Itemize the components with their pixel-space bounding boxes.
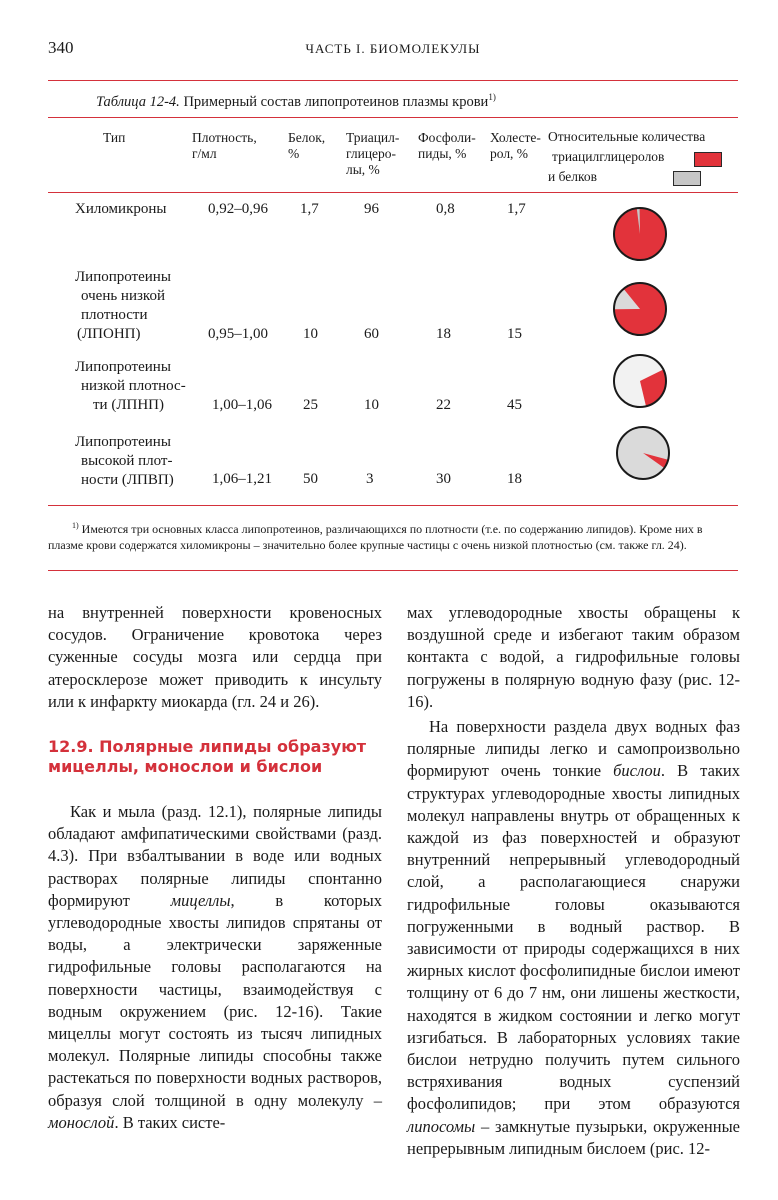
cell-cholesterol: 45 — [507, 397, 522, 413]
pie-group — [614, 355, 666, 407]
table-bottom-rule — [48, 505, 738, 506]
col-head-cholesterol: Холесте- рол, % — [490, 130, 541, 161]
pie-group — [614, 208, 666, 260]
pie-group — [614, 283, 666, 335]
col-head-type: Тип — [103, 130, 126, 145]
table-footnote — [48, 518, 738, 553]
cell-phospholipids: 0,8 — [436, 201, 455, 217]
cell-density: 1,06–1,21 — [212, 471, 272, 487]
paragraph: мах углеводородные хвосты обращены к воздушной среде и избегают таким образом контакта с водой, а гидрофильные головы погружены в полярную водную фазу (рис. 12-16). — [407, 603, 740, 711]
row-name-ldl: Липопротеины низкой плотнос- ти (ЛПНП) — [75, 359, 186, 413]
header-rule — [48, 117, 738, 118]
footnote-text: Имеются три основных класса липопротеинов, различающихся по плотности (т.е. по содержанию липидов). Кроме них в плазме крови содержатся хиломикроны – значительно более крупные частицы с очень низкой плотностью (см. также гл. 24). — [48, 522, 703, 552]
legend-protein-swatch — [673, 171, 701, 186]
cell-triacylglycerols: 10 — [364, 397, 379, 413]
header-bottom-rule — [48, 192, 738, 193]
running-head: ЧАСТЬ I. БИОМОЛЕКУЛЫ — [305, 41, 481, 56]
paragraph: Как и мыла (разд. 12.1), полярные липиды обладают амфипатическими свойствами (разд. 4.3). При взбалтывании в воде или водных растворах полярные липиды спонтанно формируют мицеллы, в которых углеводородные хвосты липидов спрятаны от воды, а электрически заряженные гидрофильные головы располагаются на поверхности частицы, взаимодействуя с водным окружением (рис. 12-16). Такие мицеллы могут состоять из тысяч липидных молекул. Полярные липиды способны также растекаться по поверхности водных растворов, образуя слой толщиной в одну молекулу – монослой. В таких систе- — [48, 802, 382, 1132]
cell-protein: 10 — [303, 326, 318, 342]
left-column — [48, 602, 382, 1134]
cell-protein: 1,7 — [300, 201, 319, 217]
col-head-triacylglycerols: Триацил- глицеро- лы, % — [346, 130, 400, 177]
row-name-chylomicrons: Хиломикроны — [75, 201, 167, 217]
pie-group — [617, 427, 669, 479]
cell-cholesterol: 18 — [507, 471, 522, 487]
cell-cholesterol: 1,7 — [507, 201, 526, 217]
cell-density: 0,92–0,96 — [208, 201, 268, 217]
row-name-hdl: Липопротеины высокой плот- ности (ЛПВП) — [75, 434, 174, 488]
paragraph: На поверхности раздела двух водных фаз полярные липиды легко и самопроизвольно формируют очень тонкие бислои. В таких структурах углеводородные хвосты липидных молекул направлены внутрь от обращенных к каждой из фаз поверхностей и образуют внутренний непрерывный углеводородный слой, а располагающиеся снаружи гидрофильные головы оказываются погруженными в водный раствор. В зависимости от природы содержащихся в них жирных кислот фосфолипидные бислои имеют толщину от 6 до 7 нм, они лишены жесткости, находятся в жидком состоянии и легко могут изгибаться. В лабораторных условиях такие бислои нетрудно получить путем сильного встряхивания водных суспензий фосфолипидов; при этом образуются липосомы – замкнутые пузырьки, окруженные непрерывным липидным бислоем (рис. 12- — [407, 717, 740, 1158]
table-caption — [96, 92, 496, 111]
footnote-bottom-rule — [48, 570, 738, 571]
page-number: 340 — [48, 38, 74, 57]
cell-protein: 50 — [303, 471, 318, 487]
cell-phospholipids: 18 — [436, 326, 451, 342]
page-header — [48, 38, 738, 64]
col-head-protein: Белок, % — [288, 130, 326, 161]
cell-protein: 25 — [303, 397, 318, 413]
cell-triacylglycerols: 3 — [366, 471, 374, 487]
table-top-rule — [48, 80, 738, 81]
col-head-density: Плотность, г/мл — [192, 130, 257, 161]
pie-chart-vldl — [611, 280, 669, 338]
pie-chart-chylomicrons — [611, 205, 669, 263]
cell-density: 1,00–1,06 — [212, 397, 272, 413]
paragraph: на внутренней поверхности кровеносных сосудов. Ограничение кровотока через суженные сосуды мозга или сердца при атеросклерозе может приводить к инсульту или к инфаркту миокарда (гл. 24 и 26). — [48, 603, 382, 711]
cell-cholesterol: 15 — [507, 326, 522, 342]
right-column — [407, 602, 740, 1160]
section-title: 12.9. Полярные липиды образуют мицеллы, монослои и бислои — [48, 737, 367, 777]
legend-triacylglycerol-swatch — [694, 152, 722, 167]
col-head-phospholipids: Фосфоли- пиды, % — [418, 130, 476, 161]
col-head-relative: Относительные количества триацилглицеролов и белков — [548, 129, 706, 184]
table-caption-label: Таблица 12-4. — [96, 93, 180, 110]
table-caption-note: 1) — [488, 92, 496, 102]
table-caption-text: Примерный состав липопротеинов плазмы крови — [183, 93, 489, 110]
footnote-mark: 1) — [72, 521, 79, 530]
cell-triacylglycerols: 60 — [364, 326, 379, 342]
pie-chart-ldl — [611, 352, 669, 410]
pie-chart-hdl — [614, 424, 672, 482]
cell-triacylglycerols: 96 — [364, 201, 379, 217]
cell-phospholipids: 22 — [436, 397, 451, 413]
cell-density: 0,95–1,00 — [208, 326, 268, 342]
cell-phospholipids: 30 — [436, 471, 451, 487]
row-name-vldl: Липопротеины очень низкой плотности (ЛПОНП) — [75, 269, 171, 342]
